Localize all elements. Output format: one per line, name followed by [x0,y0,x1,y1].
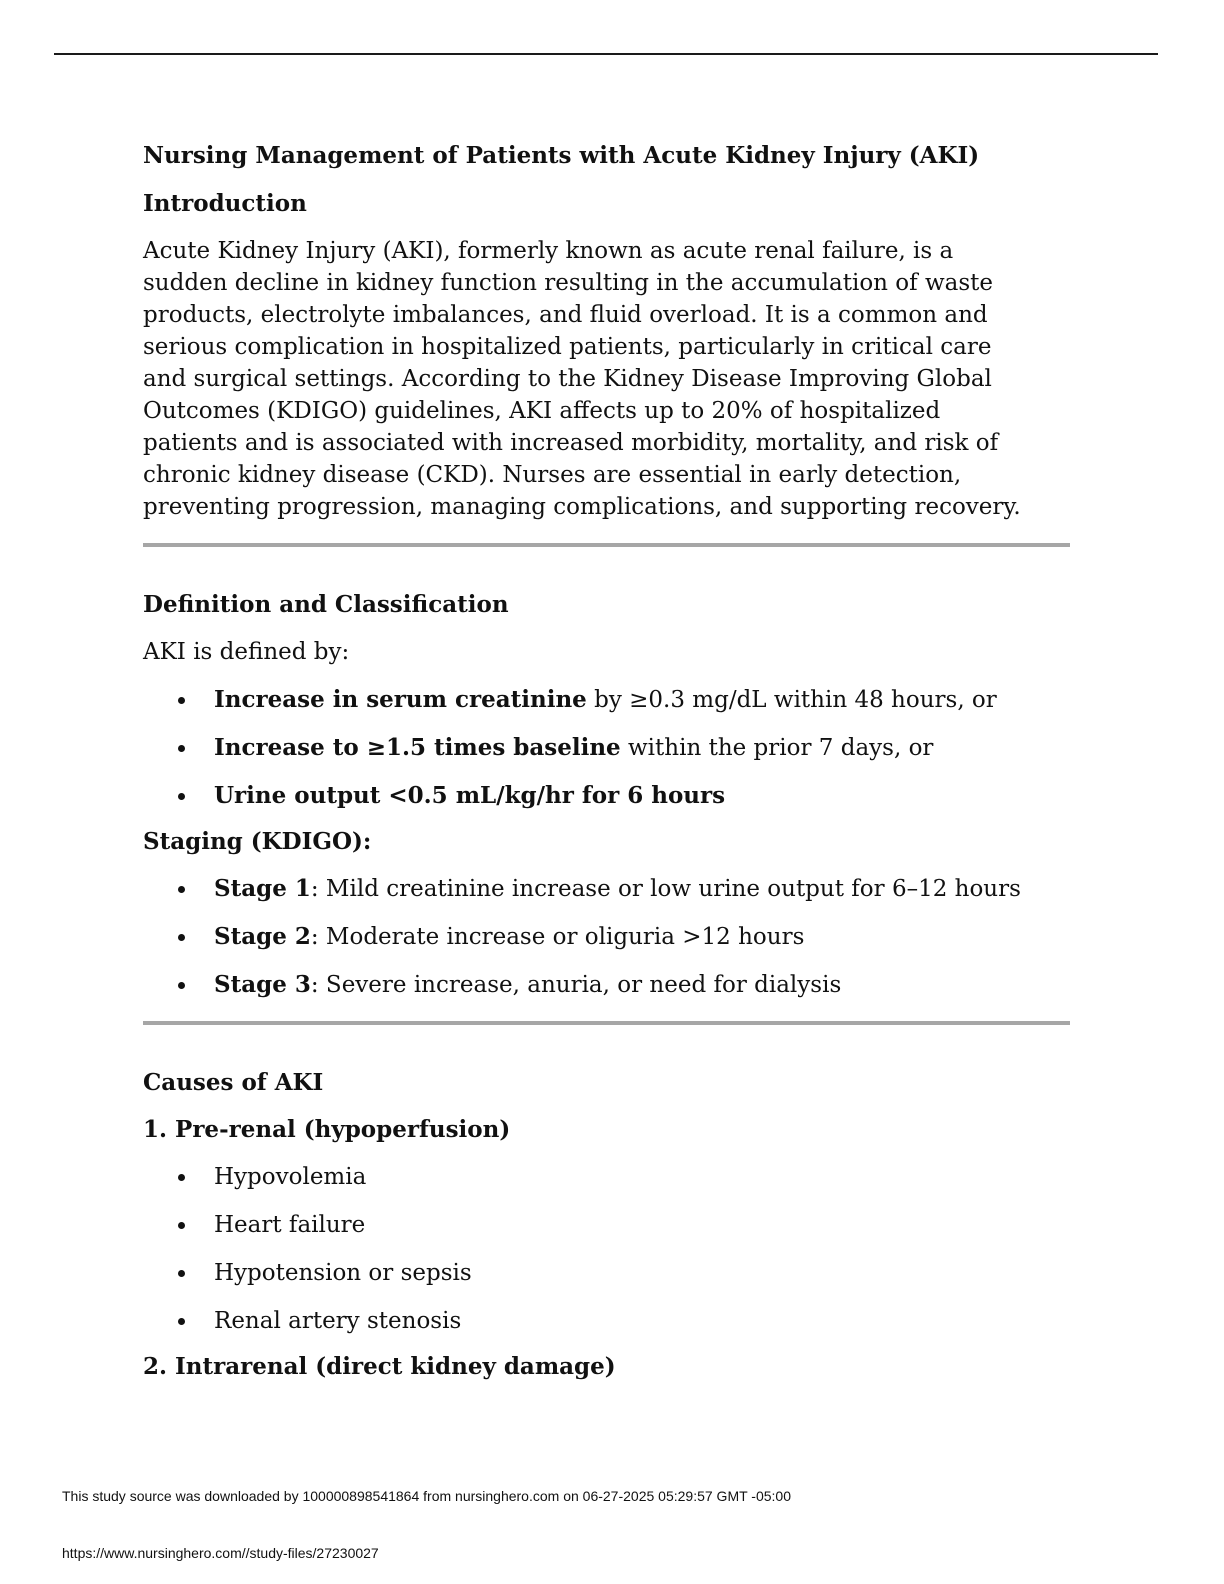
list-item [143,1209,1073,1241]
source-url[interactable]: https://www.nursinghero.com//study-files/27230027 [62,1545,379,1561]
stage-text: : Mild creatinine increase or low urine output for 6–12 hours [310,876,1021,902]
bullet-icon [178,1318,185,1325]
document-body [143,140,1073,1398]
list-item [143,1305,1073,1337]
intro-line: serious complication in hospitalized patients, particularly in critical care [143,334,992,360]
criterion-bold: Increase in serum creatinine [214,686,587,713]
intrarenal-heading: 2. Intrarenal (direct kidney damage) [143,1353,616,1380]
stage-label: Stage 2 [214,923,311,950]
stage-label: Stage 1 [214,875,311,902]
definition-intro: AKI is defined by: [143,639,350,665]
section-divider [143,543,1070,547]
document-title: Nursing Management of Patients with Acute Kidney Injury (AKI) [143,142,980,169]
bullet-icon [178,1174,185,1181]
stage-label: Stage 3 [214,971,311,998]
bullet-icon [178,1270,185,1277]
bullet-icon [178,745,185,752]
causes-heading: Causes of AKI [143,1069,324,1096]
stage-text: : Severe increase, anuria, or need for dialysis [310,972,842,998]
criterion-bold: Urine output <0.5 mL/kg/hr for 6 hours [214,782,726,809]
list-item [143,684,1073,716]
prerenal-heading: 1. Pre-renal (hypoperfusion) [143,1116,511,1143]
intro-paragraph [143,235,1073,523]
criterion-text: within the prior 7 days, or [620,735,934,761]
criterion-text: by ≥0.3 mg/dL within 48 hours, or [586,687,997,713]
intro-line: patients and is associated with increased morbidity, mortality, and risk of [143,430,999,456]
intro-line: and surgical settings. According to the Kidney Disease Improving Global [143,366,992,392]
list-item [143,780,1073,812]
download-notice: This study source was downloaded by 100000898541864 from nursinghero.com on 06-27-2025 05:29:57 GMT -05:00 [62,1488,791,1504]
list-item [143,1257,1073,1289]
bullet-icon [178,697,185,704]
bullet-icon [178,886,185,893]
cause-text: Hypotension or sepsis [214,1260,472,1286]
cause-text: Renal artery stenosis [214,1308,462,1334]
bullet-icon [178,982,185,989]
staging-heading: Staging (KDIGO): [143,828,372,855]
section-divider [143,1021,1070,1025]
cause-text: Heart failure [214,1212,366,1238]
intro-line: Outcomes (KDIGO) guidelines, AKI affects up to 20% of hospitalized [143,398,941,424]
list-item [143,873,1073,905]
intro-line: chronic kidney disease (CKD). Nurses are essential in early detection, [143,462,962,488]
stage-text: : Moderate increase or oliguria >12 hours [310,924,805,950]
list-item [143,732,1073,764]
intro-line: sudden decline in kidney function resulting in the accumulation of waste [143,270,994,296]
bullet-icon [178,793,185,800]
intro-heading: Introduction [143,190,307,217]
definition-heading: Definition and Classification [143,591,509,618]
bullet-icon [178,1222,185,1229]
intro-line: Acute Kidney Injury (AKI), formerly known as acute renal failure, is a [143,238,954,264]
criteria-list [143,684,1073,812]
intro-line: preventing progression, managing complications, and supporting recovery. [143,494,1021,520]
staging-list [143,873,1073,1001]
list-item [143,1161,1073,1193]
bullet-icon [178,934,185,941]
cause-text: Hypovolemia [214,1164,367,1190]
list-item [143,969,1073,1001]
top-rule [54,53,1158,55]
criterion-bold: Increase to ≥1.5 times baseline [214,734,621,761]
prerenal-list [143,1161,1073,1337]
list-item [143,921,1073,953]
intro-line: products, electrolyte imbalances, and fluid overload. It is a common and [143,302,988,328]
